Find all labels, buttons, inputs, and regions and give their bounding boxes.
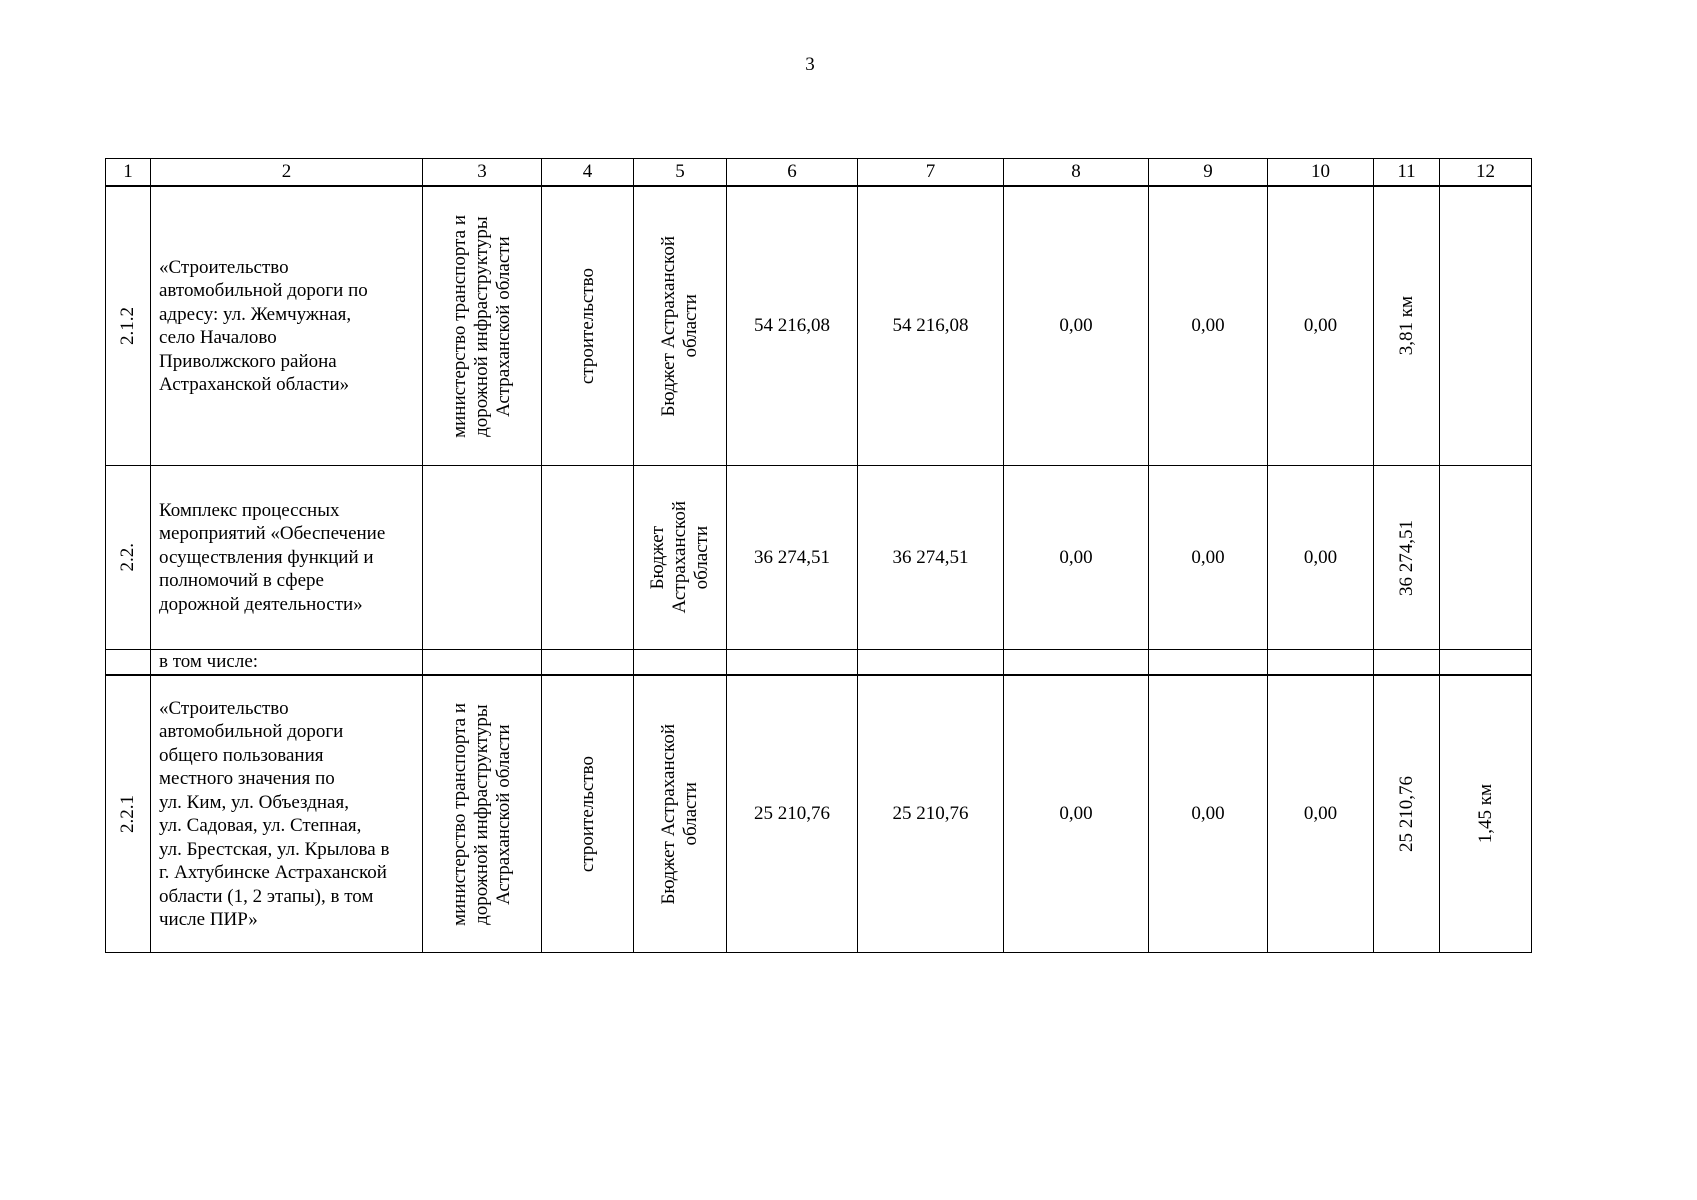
value-cell — [858, 650, 1004, 676]
row-name: Комплекс процессных мероприятий «Обеспечение осуществления функций и полномочий в сфере дорожной деятельности» — [159, 499, 386, 615]
header-cell: 6 — [727, 159, 858, 187]
header-cell: 12 — [1440, 159, 1532, 187]
type-cell — [542, 675, 634, 953]
value-cell: 0,00 — [1004, 675, 1149, 953]
row-name-cell — [151, 650, 423, 676]
source-cell — [634, 650, 727, 676]
value-cell — [1004, 650, 1149, 676]
indicator-cell — [1374, 675, 1440, 953]
value-cell: 54 216,08 — [858, 186, 1004, 466]
executor-cell — [423, 466, 542, 650]
header-cell: 8 — [1004, 159, 1149, 187]
row-name-cell — [151, 466, 423, 650]
header-cell: 2 — [151, 159, 423, 187]
value-cell: 0,00 — [1268, 675, 1374, 953]
value-cell: 0,00 — [1149, 186, 1268, 466]
source-cell — [634, 675, 727, 953]
value-cell — [1149, 650, 1268, 676]
value-cell — [1268, 650, 1374, 676]
executor-cell — [423, 650, 542, 676]
funding-source: Бюджет Астраханской области — [658, 235, 701, 417]
header-cell: 9 — [1149, 159, 1268, 187]
source-cell — [634, 466, 727, 650]
indicator-cell — [1440, 650, 1532, 676]
row-number: 2.2.1 — [117, 795, 138, 833]
table-row — [106, 675, 1532, 953]
header-cell: 10 — [1268, 159, 1374, 187]
header-cell: 5 — [634, 159, 727, 187]
row-name: «Строительство автомобильной дороги по адресу: ул. Жемчужная, село Началово Приволжского района Астраханской области» — [159, 256, 368, 395]
value-cell: 0,00 — [1268, 466, 1374, 650]
header-cell: 1 — [106, 159, 151, 187]
header-cell: 11 — [1374, 159, 1440, 187]
row-name-cell — [151, 675, 423, 953]
budget-table — [105, 158, 1532, 953]
work-type: строительство — [576, 267, 598, 385]
header-cell: 4 — [542, 159, 634, 187]
row-number-cell — [106, 650, 151, 676]
executor-cell — [423, 675, 542, 953]
indicator-cell — [1440, 675, 1532, 953]
indicator-value: 25 210,76 — [1395, 776, 1417, 852]
indicator-cell — [1374, 650, 1440, 676]
header-cell: 3 — [423, 159, 542, 187]
executor: министерство транспорта и дорожной инфраструктуры Астраханской области — [449, 702, 514, 926]
page-number: 3 — [805, 54, 815, 75]
value-cell: 0,00 — [1149, 675, 1268, 953]
indicator-cell — [1440, 466, 1532, 650]
value-cell: 0,00 — [1004, 186, 1149, 466]
value-cell: 54 216,08 — [727, 186, 858, 466]
type-cell — [542, 186, 634, 466]
value-cell: 25 210,76 — [858, 675, 1004, 953]
row-name: «Строительство автомобильной дороги общего пользования местного значения по ул. Ким, ул. Объездная, ул. Садовая, ул. Степная, ул. Брестская, ул. Крылова в г. Ахтубинске Астраханской области (1, 2 этапы), в том числе ПИР» — [159, 697, 390, 930]
row-number-cell — [106, 466, 151, 650]
value-cell: 0,00 — [1149, 466, 1268, 650]
row-name: в том числе: — [159, 651, 259, 672]
value-cell: 0,00 — [1004, 466, 1149, 650]
table-row — [106, 466, 1532, 650]
work-type: строительство — [576, 755, 598, 873]
executor-cell — [423, 186, 542, 466]
row-number: 2.2. — [117, 543, 138, 572]
header-cell: 7 — [858, 159, 1004, 187]
funding-source: Бюджет Астраханской области — [647, 501, 712, 614]
value-cell: 25 210,76 — [727, 675, 858, 953]
indicator-value: 1,45 км — [1474, 784, 1496, 844]
source-cell — [634, 186, 727, 466]
type-cell — [542, 650, 634, 676]
table-row — [106, 186, 1532, 466]
value-cell — [727, 650, 858, 676]
value-cell: 0,00 — [1268, 186, 1374, 466]
indicator-value: 3,81 км — [1395, 296, 1417, 356]
row-number-cell — [106, 186, 151, 466]
row-name-cell — [151, 186, 423, 466]
row-number-cell — [106, 675, 151, 953]
indicator-value: 36 274,51 — [1395, 519, 1417, 596]
executor: министерство транспорта и дорожной инфраструктуры Астраханской области — [449, 214, 514, 438]
table-row — [106, 650, 1532, 676]
row-number: 2.1.2 — [117, 307, 138, 345]
value-cell: 36 274,51 — [727, 466, 858, 650]
funding-source: Бюджет Астраханской области — [658, 723, 701, 905]
table-header-row — [106, 159, 1532, 187]
type-cell — [542, 466, 634, 650]
indicator-cell — [1440, 186, 1532, 466]
value-cell: 36 274,51 — [858, 466, 1004, 650]
indicator-cell — [1374, 466, 1440, 650]
indicator-cell — [1374, 186, 1440, 466]
